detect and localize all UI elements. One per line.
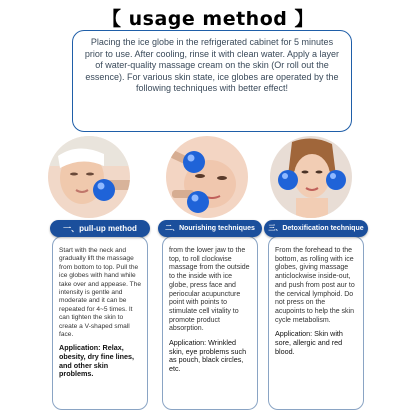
method-panel-nourishing [162, 236, 258, 410]
method-panel-pull-up [52, 236, 148, 410]
method-title-nourishing: 二、Nourishing techniques [158, 220, 262, 237]
method-application: Application: Wrinkled skin, eye problems such as pouch, black circles, etc. [169, 338, 247, 373]
photo-detox [270, 136, 352, 218]
method-application: Application: Skin with sore, allergic and red blood. [275, 329, 343, 356]
page-title: 【 usage method 】 [102, 8, 314, 30]
method-body: Start with the neck and gradually lift the massage from bottom to top. Pull the ice globes with hand while take over and appease. The intensity is gentle and moderate and it can be repeated for 4~5 times. It can tighten the skin to create a V-shaped small face. [59, 247, 141, 339]
method-body: From the forehead to the bottom, as rolling with ice globes, giving massage anticlockwise inside-out, and push from post aur to the cervical lymphoid. Do not press on the acupoints to help the skin cycle metabolism. [275, 247, 355, 324]
photo-pull-up [48, 136, 130, 218]
method-title-pull-up: 一、pull-up method [50, 220, 150, 237]
photo-nourishing [166, 136, 248, 218]
method-title-detox: 三、Detoxification technique [264, 220, 368, 237]
intro-text: Placing the ice globe in the refrigerated cabinet for 5 minutes prior to use. After cooling, rinse it with clean water. Apply a layer of water-quality massage cream on the skin (Or roll out the essence). For various skin state, ice globes are operated by the following techniques with better effect! [84, 37, 340, 94]
method-application: Application: Relax, obesity, dry fine lines, and other skin problems. [59, 343, 134, 379]
method-panel-detox [268, 236, 364, 410]
intro-box [72, 30, 352, 132]
method-body: from the lower jaw to the top, to roll clockwise massage from the outside to the inside with ice globe, press face and periocular acupuncture point with points to stimulate cell vitality to promote product absorption. [169, 247, 250, 333]
